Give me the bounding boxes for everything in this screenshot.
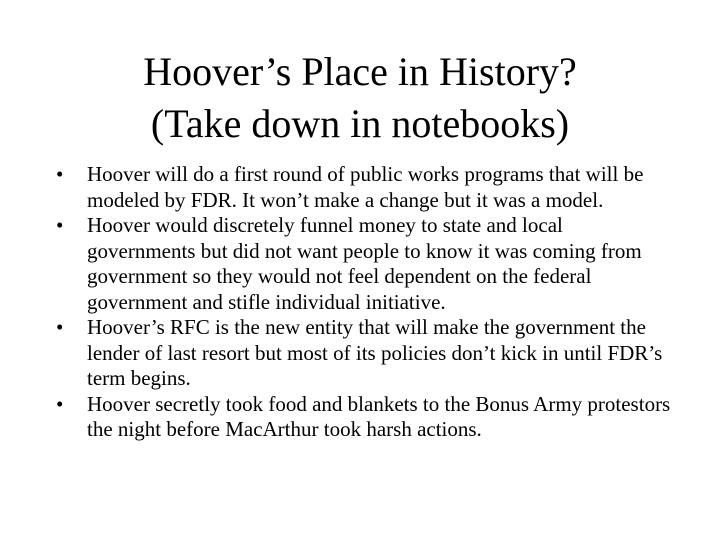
bullet-dot-icon: • — [56, 162, 64, 186]
bullet-text: Hoover’s RFC is the new entity that will make the government the lender of last resort but most of its policies don’t kick in until FDR’s term begins. — [87, 315, 663, 390]
bullet-text: Hoover will do a first round of public works programs that will be modeled by FDR. It won’t make a change but it was a model. — [87, 162, 644, 212]
title-line-2: (Take down in notebooks) — [150, 101, 570, 146]
slide-title — [60, 46, 660, 150]
title-line-1: Hoover’s Place in History? — [143, 49, 577, 94]
bullet-item-public-works — [52, 162, 672, 213]
bullet-text: Hoover would discretely funnel money to state and local governments but did not want people to know it was coming from government so they would not feel dependent on the federal government and stifle individual initiative. — [87, 213, 642, 314]
bullet-dot-icon: • — [56, 391, 64, 416]
bullet-dot-icon: • — [56, 315, 64, 339]
bullet-item-bonus-army — [52, 392, 672, 443]
bullet-list — [52, 162, 672, 443]
bullet-item-funnel-money — [52, 213, 672, 315]
bullet-dot-icon: • — [56, 213, 64, 237]
bullet-item-rfc — [52, 315, 672, 392]
bullet-text: Hoover secretly took food and blankets to the Bonus Army protestors the night before MacArthur took harsh actions. — [87, 391, 671, 441]
